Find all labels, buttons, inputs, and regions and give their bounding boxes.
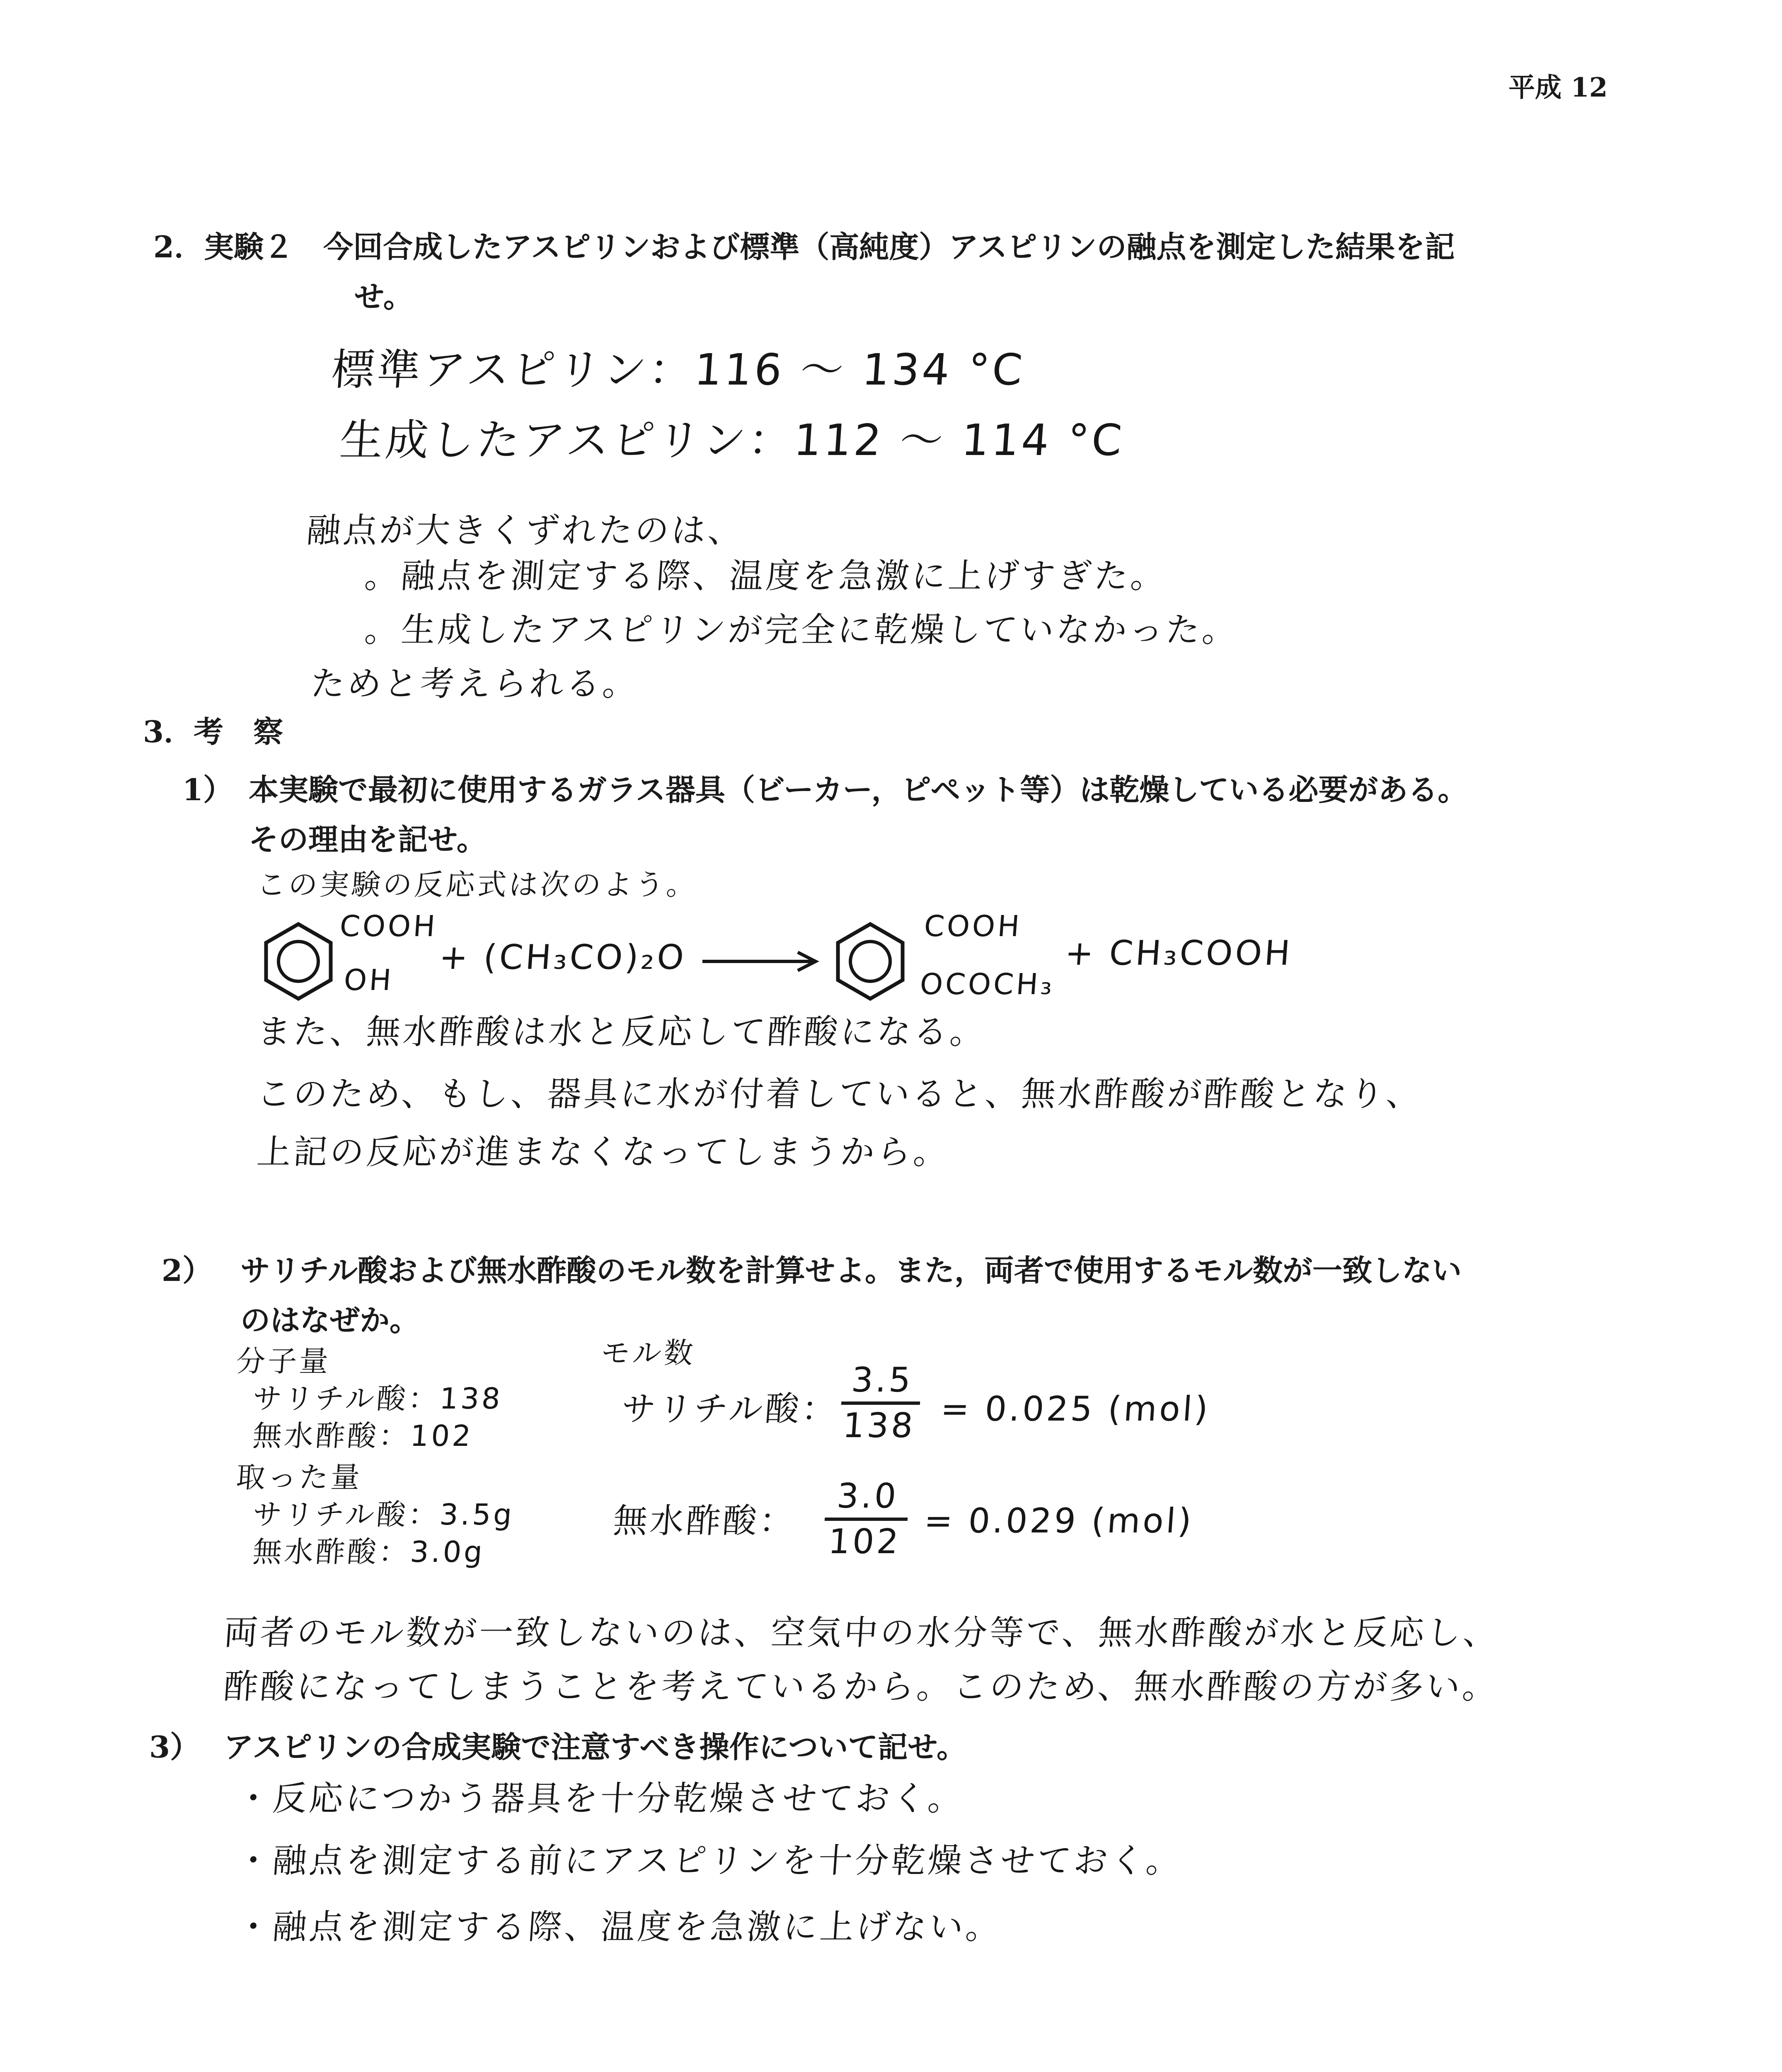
calc2-label: 無水酢酸： <box>612 1501 797 1541</box>
q1-answer-intro: この実験の反応式は次のよう。 <box>256 868 699 902</box>
mw-salicylic: サリチル酸：138 <box>252 1382 504 1416</box>
fraction-bar <box>825 1518 908 1521</box>
benzene-ring-icon <box>257 920 340 1003</box>
synthesized-melting-point: 生成したアスピリン：112 ～ 114 °C <box>338 415 1126 465</box>
reaction-arrow-icon <box>700 949 821 974</box>
calc1-fraction <box>838 1360 922 1445</box>
reason-1: 。融点を測定する際、温度を急激に上げすぎた。 <box>363 557 1169 596</box>
q1-answer-1: また、無水酢酸は水と反応して酢酸になる。 <box>255 1012 988 1052</box>
reason-intro: 融点が大きくずれたのは、 <box>305 511 746 550</box>
section2-heading: 2．実験２ 今回合成したアスピリンおよび標準（高純度）アスピリンの融点を測定した結果を記 <box>153 229 1455 264</box>
reason-2: 。生成したアスピリンが完全に乾燥していなかった。 <box>363 610 1240 650</box>
taken-anhydride: 無水酢酸：3.0g <box>252 1535 486 1569</box>
q2-question: サリチル酸および無水酢酸のモル数を計算せよ。また，両者で使用するモル数が一致しない <box>240 1253 1462 1288</box>
benzene-ring-icon <box>829 920 912 1003</box>
q1-question: 本実験で最初に使用するガラス器具（ビーカー，ピペット等）は乾燥している必要がある。 <box>249 772 1468 807</box>
reagent-anhydride: + (CH₃CO)₂O <box>438 938 688 977</box>
mw-anhydride: 無水酢酸：102 <box>252 1419 475 1453</box>
byproduct-acetic-acid: + CH₃COOH <box>1063 934 1294 973</box>
q1-question-cont: その理由を記せ。 <box>249 822 487 857</box>
q2-label: 2） <box>162 1253 213 1288</box>
q1-answer-3: 上記の反応が進まなくなってしまうから。 <box>255 1133 952 1172</box>
mol-title: モル数 <box>600 1336 697 1370</box>
product-sub-top: COOH <box>923 909 1023 943</box>
reactant-sub-top: COOH <box>339 909 439 943</box>
q2-answer-1: 両者のモル数が一致しないのは、空気中の水分等で、無水酢酸が水と反応し、 <box>222 1613 1501 1653</box>
calc2-numerator: 3.0 <box>835 1477 900 1516</box>
q3-point-1: ・反応につかう器具を十分乾燥させておく。 <box>235 1779 966 1818</box>
section3-heading: 3．考 察 <box>143 714 283 749</box>
q3-point-2: ・融点を測定する前にアスピリンを十分乾燥させておく。 <box>235 1841 1184 1881</box>
calc2-result: = 0.029 (mol) <box>922 1501 1195 1541</box>
calc1-denominator: 138 <box>841 1406 917 1445</box>
q3-question: アスピリンの合成実験で注意すべき操作について記せ。 <box>224 1729 967 1765</box>
calc1-label: サリチル酸： <box>620 1389 840 1429</box>
page-label: 平成 12 <box>1508 72 1608 103</box>
calc1-result: = 0.025 (mol) <box>939 1389 1212 1429</box>
product-sub-bottom: OCOCH₃ <box>919 967 1056 1001</box>
taken-salicylic: サリチル酸：3.5g <box>252 1498 516 1532</box>
reactant-sub-bottom: OH <box>343 963 395 997</box>
calc2-denominator: 102 <box>827 1522 902 1561</box>
section2-heading-cont: せ。 <box>354 279 413 314</box>
q3-label: 3） <box>149 1729 200 1765</box>
q3-point-3: ・融点を測定する際、温度を急激に上げない。 <box>235 1907 1004 1947</box>
q1-answer-2: このため、もし、器具に水が付着していると、無水酢酸が酢酸となり、 <box>255 1075 1424 1114</box>
taken-title: 取った量 <box>235 1460 363 1494</box>
q2-question-cont: のはなぜか。 <box>240 1302 420 1338</box>
calc1-numerator: 3.5 <box>850 1360 915 1400</box>
reason-end: ためと考えられる。 <box>309 664 641 704</box>
fraction-bar <box>841 1402 920 1405</box>
q1-label: 1） <box>182 772 233 807</box>
calc2-fraction <box>822 1479 910 1559</box>
q2-answer-2: 酢酸になってしまうことを考えているから。このため、無水酢酸の方が多い。 <box>222 1667 1501 1706</box>
mw-title: 分子量 <box>235 1344 332 1378</box>
standard-melting-point: 標準アスピリン：116 ～ 134 °C <box>329 344 1027 395</box>
